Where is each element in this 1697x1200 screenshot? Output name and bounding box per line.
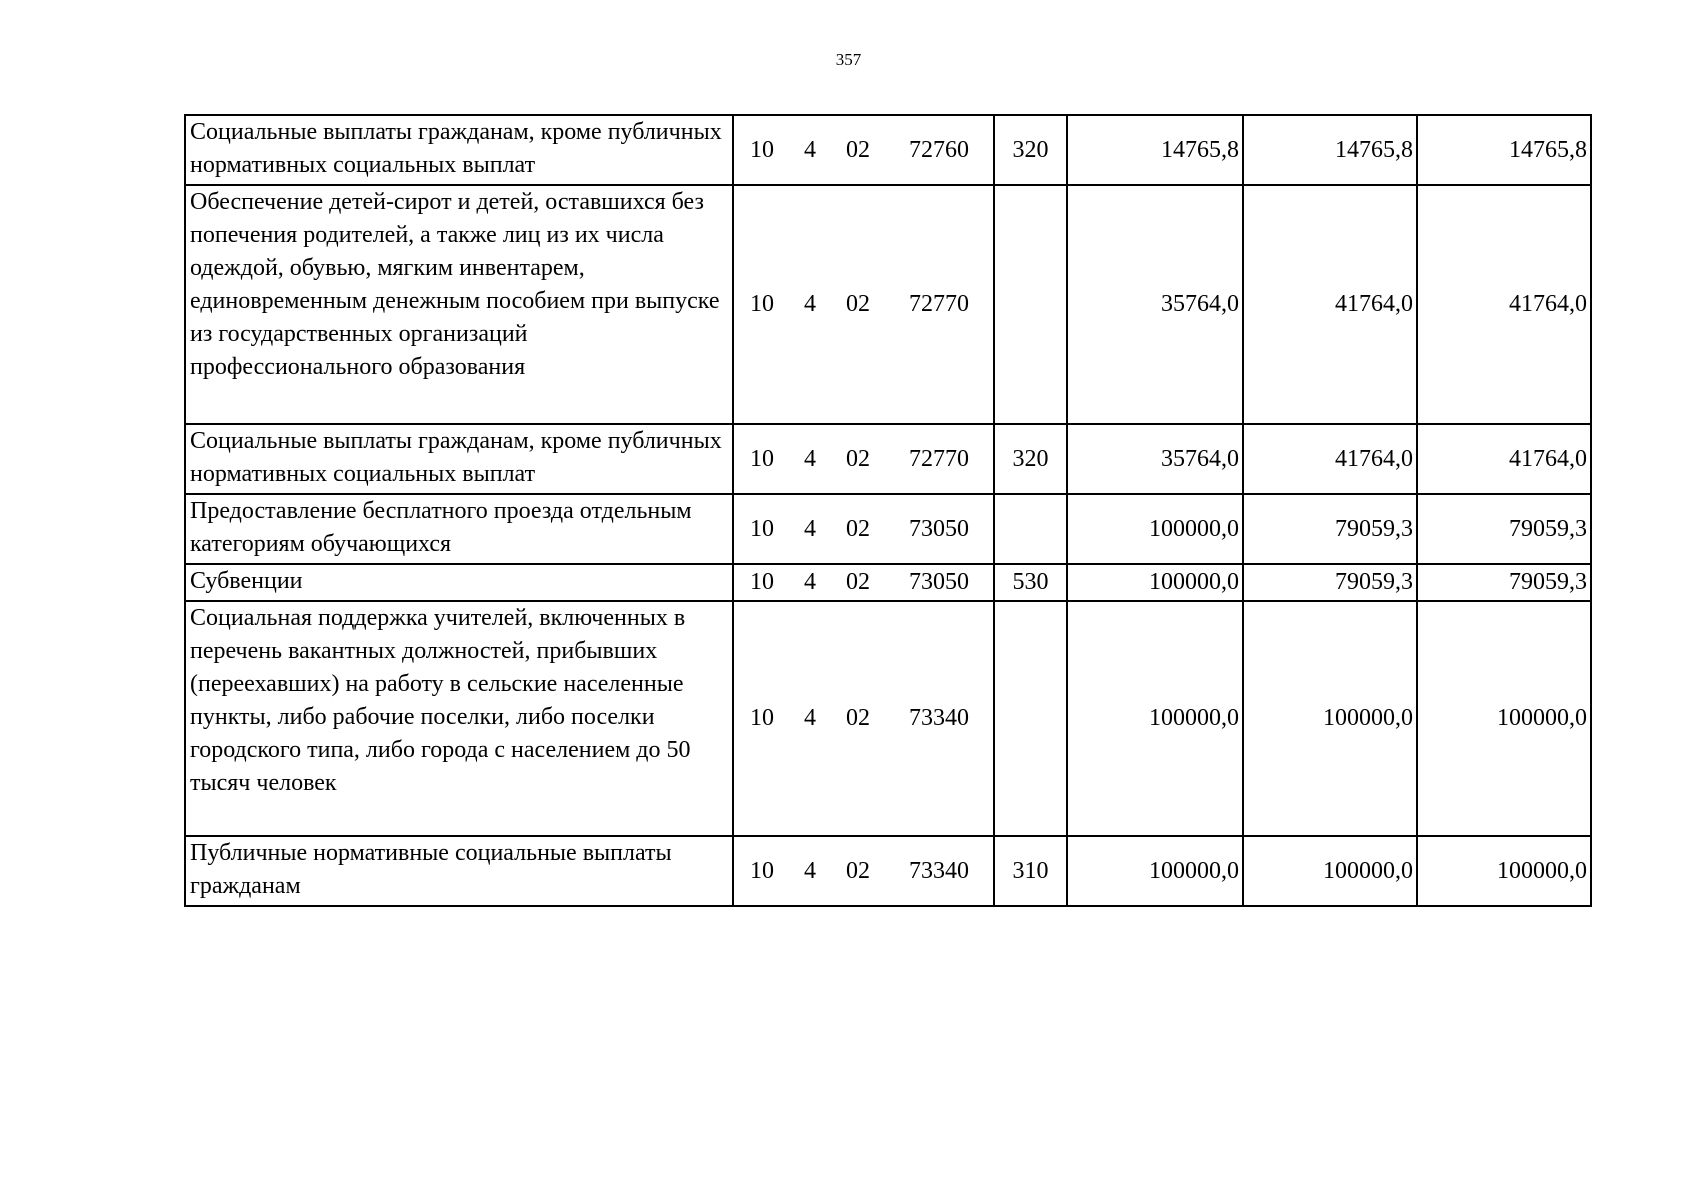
section-code: 10 [750,515,774,542]
row-name-cell: Социальные выплаты гражданам, кроме публичных нормативных социальных выплат [185,424,733,494]
expense-type-cell [994,601,1067,836]
target-code: 73340 [909,705,969,731]
program-code: 02 [846,445,870,472]
table-row [185,836,1591,906]
program-code: 02 [846,136,870,163]
subsection-code: 4 [804,569,816,595]
page-number: 357 [835,50,862,69]
table-row [185,564,1591,601]
row-name-cell: Публичные нормативные социальные выплаты гражданам [185,836,733,906]
section-code: 10 [750,857,774,884]
amount-year-3: 41764,0 [1417,424,1591,494]
amount-year-3: 14765,8 [1417,115,1591,185]
subsection-code: 4 [804,857,816,884]
amount-year-1: 100000,0 [1067,836,1243,906]
amount-year-1: 100000,0 [1067,494,1243,564]
row-name-cell: Социальные выплаты гражданам, кроме публичных нормативных социальных выплат [185,115,733,185]
expense-type-cell: 310 [994,836,1067,906]
expense-type-cell: 320 [994,424,1067,494]
subsection-code: 4 [804,705,816,731]
table-row [185,601,1591,836]
amount-year-2: 41764,0 [1243,185,1417,424]
table-row [185,115,1591,185]
classification-code-cell [733,494,994,564]
amount-year-3: 79059,3 [1417,564,1591,601]
amount-year-3: 100000,0 [1417,836,1591,906]
amount-year-2: 100000,0 [1243,836,1417,906]
target-code: 73340 [909,857,969,884]
classification-code-cell [733,115,994,185]
target-code: 72770 [909,291,969,317]
section-code: 10 [750,705,774,731]
classification-code-cell [733,564,994,601]
amount-year-2: 41764,0 [1243,424,1417,494]
target-code: 72760 [909,136,969,163]
amount-year-1: 100000,0 [1067,601,1243,836]
amount-year-2: 79059,3 [1243,564,1417,601]
program-code: 02 [846,705,870,731]
target-code: 73050 [909,515,969,542]
program-code: 02 [846,291,870,317]
expense-type-cell: 320 [994,115,1067,185]
section-code: 10 [750,569,774,595]
row-name-cell: Социальная поддержка учителей, включенных в перечень вакантных должностей, прибывших (переехавших) на работу в сельские населенные пункты, либо рабочие поселки, либо поселки городского типа, либо города с населением до 50 тысяч человек [185,601,733,836]
budget-table [184,114,1592,907]
amount-year-3: 79059,3 [1417,494,1591,564]
amount-year-1: 35764,0 [1067,424,1243,494]
amount-year-2: 14765,8 [1243,115,1417,185]
section-code: 10 [750,445,774,472]
amount-year-2: 100000,0 [1243,601,1417,836]
section-code: 10 [750,136,774,163]
amount-year-1: 14765,8 [1067,115,1243,185]
table-row [185,424,1591,494]
row-name-cell: Обеспечение детей-сирот и детей, оставшихся без попечения родителей, а также лиц из их числа одеждой, обувью, мягким инвентарем, единовременным денежным пособием при выпуске из государственных организаций профессионального образования [185,185,733,424]
expense-type-cell [994,494,1067,564]
classification-code-cell [733,424,994,494]
subsection-code: 4 [804,515,816,542]
program-code: 02 [846,569,870,595]
table-row [185,185,1591,424]
amount-year-2: 79059,3 [1243,494,1417,564]
classification-code-cell [733,185,994,424]
section-code: 10 [750,291,774,317]
amount-year-3: 100000,0 [1417,601,1591,836]
table-row [185,494,1591,564]
row-name-cell: Предоставление бесплатного проезда отдельным категориям обучающихся [185,494,733,564]
amount-year-1: 100000,0 [1067,564,1243,601]
subsection-code: 4 [804,291,816,317]
classification-code-cell [733,836,994,906]
amount-year-3: 41764,0 [1417,185,1591,424]
expense-type-cell [994,185,1067,424]
subsection-code: 4 [804,136,816,163]
program-code: 02 [846,515,870,542]
target-code: 72770 [909,445,969,472]
expense-type-cell: 530 [994,564,1067,601]
amount-year-1: 35764,0 [1067,185,1243,424]
row-name-cell: Субвенции [185,564,733,601]
program-code: 02 [846,857,870,884]
subsection-code: 4 [804,445,816,472]
classification-code-cell [733,601,994,836]
target-code: 73050 [909,569,969,595]
